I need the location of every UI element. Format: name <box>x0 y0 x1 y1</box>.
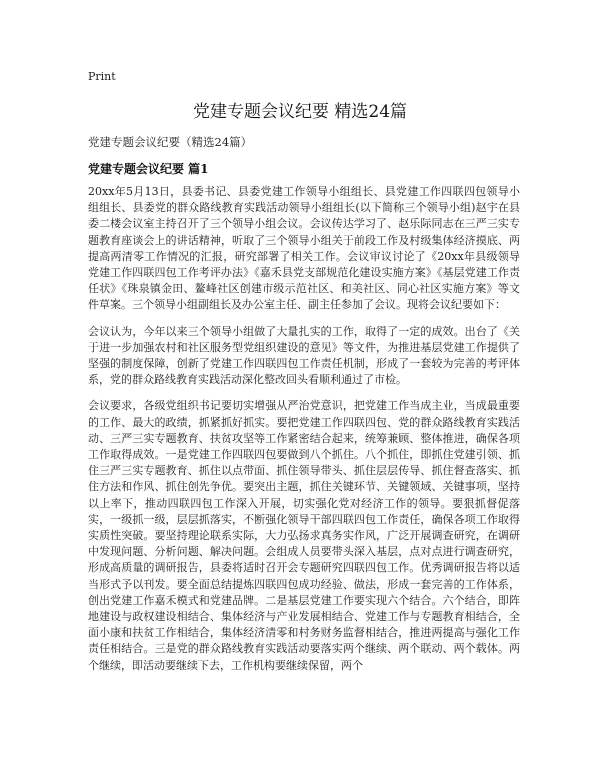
document-body <box>88 184 520 684</box>
body-paragraph-3: 会议要求，各级党组织书记要切实增强从严治党意识，把党建工作当成主业，当成最重要的工作、最大的政绩，抓紧抓好抓实。要把党建工作四联四包、党的群众路线教育实践活动、三严三实专题教育、扶贫攻坚等工作紧密结合起来，统筹兼顾、整体推进，确保各项工作取得成效。一是党建工作四联四包要做到八个抓住。八个抓住，即抓住党建引领、抓住三严三实专题教育、抓住以点带面、抓住领导带头、抓住层层传导、抓住督查落实、抓住方法和作风、抓住创先争优。要突出主题，抓住关键环节、关键领域、关键事项，坚持以上率下，推动四联四包工作深入开展，切实强化党对经济工作的领导。要狠抓督促落实，一级抓一级，层层抓落实，不断强化领导干部四联四包工作责任，确保各项工作取得实质性突破。要坚持理论联系实际，大力弘扬求真务实作风，广泛开展调查研究，在调研中发现问题、分析问题、解决问题。会组成人员要带头深入基层，点对点进行调查研究，形成高质量的调研报告，县委将适时召开会专题研究四联四包工作。优秀调研报告将以适当形式予以刊发。要全面总结提炼四联四包成功经验、做法，形成一套完善的工作体系，创出党建工作嘉禾模式和党建品牌。二是基层党建工作要实现六个结合。六个结合，即阵地建设与政权建设相结合、集体经济与产业发展相结合、党建工作与专题教育相结合，全面小康和扶贫工作相结合，集体经济清零和村务财务监督相结合，推进两提高与强化工作责任相结合。三是党的群众路线教育实践活动要落实两个继续、两个联动、两个载体。两个继续，即活动要继续下去，工作机构要继续保留，两个 <box>88 399 520 672</box>
body-paragraph-2: 会议认为，今年以来三个领导小组做了大量扎实的工作，取得了一定的成效。出台了《关于进一步加强农村和社区服务型党组织建设的意见》等文件，为推进基层党建工作提供了坚强的制度保障，创新了党建工作四联四包工作责任机制，形成了一套较为完善的考评体系，党的群众路线教育实践活动深化整改回头看顺利通过了市检。 <box>88 324 520 387</box>
print-label[interactable]: Print <box>88 70 116 83</box>
document-subtitle: 党建专题会议纪要（精选24篇） <box>88 135 253 149</box>
section-heading: 党建专题会议纪要 篇1 <box>88 162 209 176</box>
document-title: 党建专题会议纪要 精选24篇 <box>192 102 408 122</box>
body-paragraph-1: 20xx年5月13日，县委书记、县委党建工作领导小组组长、县党建工作四联四包领导小组组长、县委党的群众路线教育实践活动领导小组组长(以下简称三个领导小组)赵宇在县委二楼会议室主持召开了三个领导小组会议。会议传达学习了、赵乐际同志在三严三实专题教育座谈会上的讲话精神，听取了三个领导小组关于前段工作及村级集体经济摸底、两提高两清零工作情况的汇报，研究部署了相关工作。会议审议讨论了《20xx年县级领导党建工作四联四包工作考评办法》《嘉禾县党支部规范化建设实施方案》《基层党建工作责任状》《珠泉镇金田、鳌峰社区创建市级示范社区、和美社区、同心社区实施方案》等文件草案。三个领导小组副组长及办公室主任、副主任参加了会议。现将会议纪要如下： <box>88 185 520 312</box>
